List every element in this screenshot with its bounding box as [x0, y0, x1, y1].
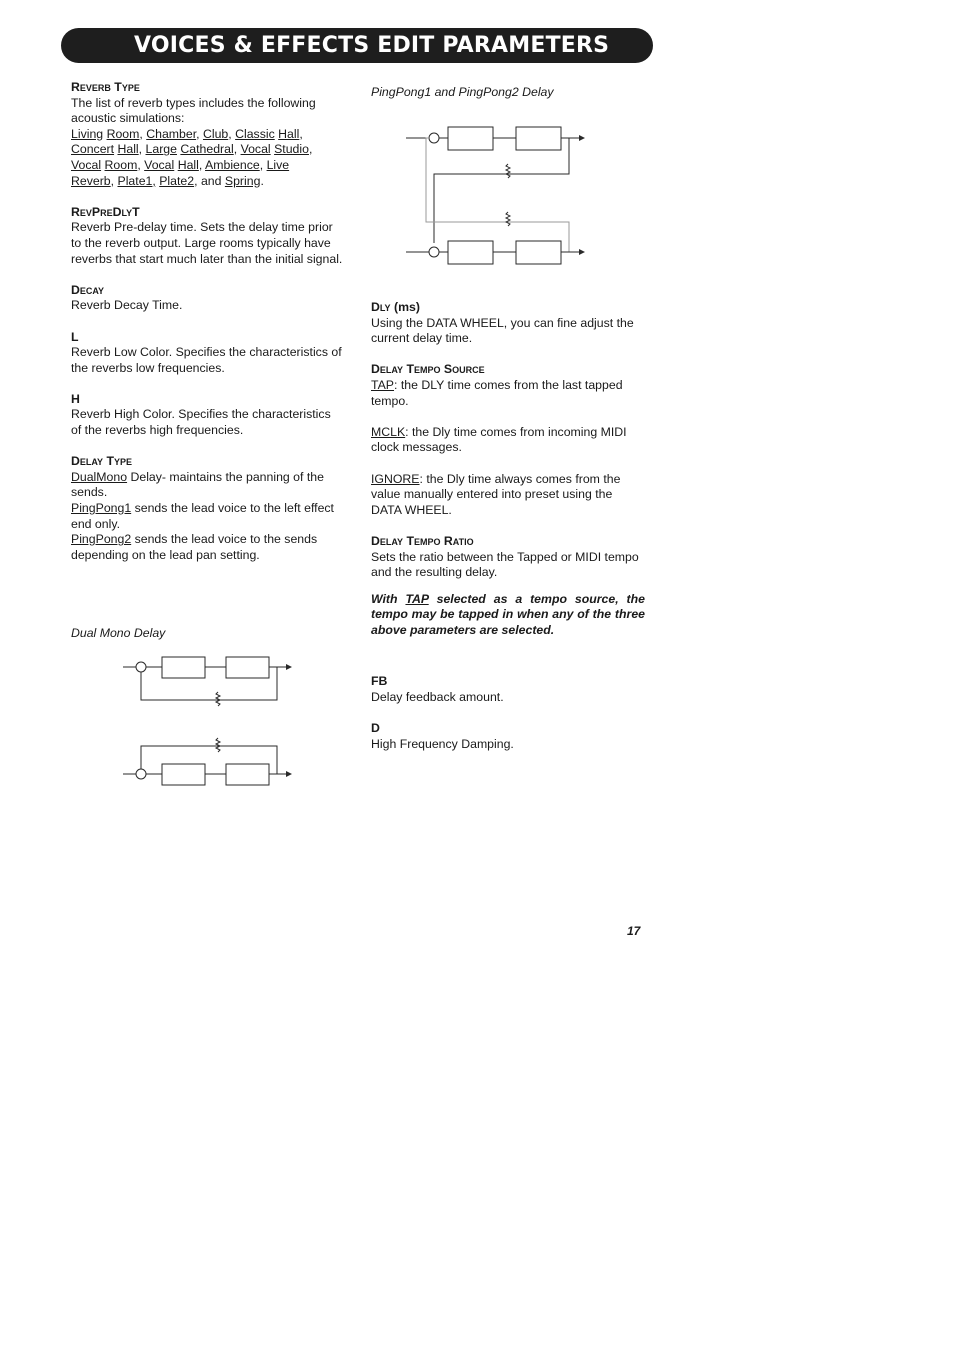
- left-column: [71, 80, 343, 563]
- reverb-conjunction: and: [200, 173, 222, 188]
- d-heading: D: [371, 721, 380, 736]
- dly-heading-row: [371, 300, 645, 316]
- page-title: VOICES & EFFECTS EDIT PARAMETERS: [134, 33, 610, 58]
- dualmono-text: Delay- maintains the panning of the sends.: [71, 469, 324, 500]
- title-bar: [61, 28, 653, 63]
- reverb-word: Live: [266, 157, 290, 172]
- feedback-attenuator: [216, 738, 220, 752]
- reverb-word: Concert: [71, 142, 115, 157]
- dualmono-term: DualMono: [71, 469, 128, 484]
- pingpong1-term: PingPong1: [71, 501, 132, 516]
- reverb-word: Plate2: [159, 173, 195, 188]
- d-body: High Frequency Damping.: [371, 736, 514, 751]
- mclk-text: : the Dly time comes from incoming MIDI clock messages.: [371, 424, 627, 455]
- l-heading: L: [71, 329, 79, 344]
- delay-type-pingpong2: [71, 532, 343, 563]
- pingpong-caption: PingPong1 and PingPong2 Delay: [371, 85, 554, 99]
- reverb-word: Living: [71, 126, 104, 141]
- reverb-type-body: The list of reverb types includes the following acoustic simulations: Living Room, Chamber, Club, Classic Hall, Concert Hall, Large Cathedral, Vocal Studio, Vocal Room, Vocal Hall, Ambience, Live Reverb, Plate1, Plate2, and Spring.: [71, 95, 316, 188]
- tempo-source-mclk: [371, 425, 645, 456]
- tap-note: [371, 592, 645, 639]
- reverb-word: Vocal: [144, 157, 175, 172]
- note-post: selected as a tempo source, the tempo may be tapped in when any of the three above parameters are selected.: [371, 591, 645, 637]
- reverb-word: Studio: [274, 142, 309, 157]
- reverb-word: Hall: [177, 157, 199, 172]
- pingpong-diagram: [400, 118, 595, 268]
- tap-text: : the DLY time comes from the last tapped tempo.: [371, 377, 623, 408]
- decay-heading: Decay: [71, 282, 105, 297]
- delay-type-heading: Delay Type: [71, 454, 132, 469]
- h-heading: H: [71, 391, 80, 406]
- pingpong2-term: PingPong2: [71, 532, 132, 547]
- tempo-source-section: [371, 362, 645, 518]
- reverb-type-heading: Reverb Type: [71, 80, 140, 94]
- h-section: [71, 392, 343, 439]
- delay-type-section: [71, 454, 343, 563]
- mclk-term: MCLK: [371, 424, 406, 439]
- summing-node: [429, 133, 439, 143]
- reverb-word: Large: [145, 142, 177, 157]
- fb-section: [371, 674, 645, 705]
- tempo-source-ignore: [371, 472, 645, 519]
- note-pre: With: [371, 591, 406, 606]
- reverb-word: Classic: [235, 126, 275, 141]
- reverb-word: Spring: [224, 173, 261, 188]
- delay-block: [448, 127, 493, 150]
- pingpong1-text: sends the lead voice to the left effect end only.: [71, 501, 334, 531]
- ignore-text: : the Dly time always comes from the value manually entered into preset using the DATA WHEEL.: [371, 471, 621, 517]
- decay-section: [71, 283, 343, 314]
- dual-mono-caption: Dual Mono Delay: [71, 626, 166, 640]
- revpredly-heading: RevPreDlyT: [71, 204, 140, 219]
- delay-type-dualmono: [71, 470, 343, 501]
- delay-block: [448, 241, 493, 264]
- dly-unit: (ms): [393, 300, 420, 314]
- dly-heading: Dly: [371, 300, 391, 314]
- reverb-type-intro: The list of reverb types includes the following acoustic simulations:: [71, 95, 316, 126]
- dly-section: [371, 300, 645, 347]
- cross-feedback-line: [434, 138, 569, 243]
- reverb-word: Cathedral: [180, 142, 234, 157]
- revpredly-section: [71, 205, 343, 267]
- ignore-term: IGNORE: [371, 471, 420, 486]
- pingpong2-text: sends the lead voice to the sends depending on the lead pan setting.: [71, 532, 318, 562]
- decay-body: Reverb Decay Time.: [71, 298, 183, 313]
- dly-body: Using the DATA WHEEL, you can fine adjust the current delay time.: [371, 315, 634, 346]
- tempo-source-tap: [371, 378, 645, 409]
- reverb-word: Hall: [278, 126, 300, 141]
- tempo-ratio-heading: Delay Tempo Ratio: [371, 533, 474, 548]
- fb-body: Delay feedback amount.: [371, 690, 504, 705]
- feedback-attenuator: [216, 692, 220, 706]
- delay-block: [162, 657, 205, 678]
- dual-mono-diagram: [115, 650, 305, 790]
- delay-block: [516, 241, 561, 264]
- l-body: Reverb Low Color. Specifies the characteristics of the reverbs low frequencies.: [71, 345, 342, 375]
- feedback-attenuator: [506, 164, 510, 178]
- tap-term: TAP: [371, 377, 395, 392]
- reverb-word: Chamber: [146, 126, 197, 141]
- reverb-word: Vocal: [240, 142, 271, 157]
- feedback-attenuator: [506, 212, 510, 226]
- reverb-word: Hall: [117, 142, 139, 157]
- tempo-source-heading: Delay Tempo Source: [371, 362, 485, 377]
- reverb-word: Reverb: [71, 173, 111, 188]
- summing-node: [136, 769, 146, 779]
- reverb-word: Room: [106, 126, 140, 141]
- delay-block: [162, 764, 205, 785]
- l-section: [71, 330, 343, 377]
- delay-type-pingpong1: [71, 501, 343, 532]
- cross-feedback-line-gray: [426, 138, 569, 252]
- delay-block: [516, 127, 561, 150]
- page-number: 17: [627, 924, 641, 938]
- revpredly-body: Reverb Pre-delay time. Sets the delay time prior to the reverb output. Large rooms typically have reverbs that start much later than the initial signal.: [71, 220, 343, 266]
- delay-block: [226, 764, 269, 785]
- delay-block: [226, 657, 269, 678]
- tempo-ratio-body: Sets the ratio between the Tapped or MIDI tempo and the resulting delay.: [371, 549, 639, 580]
- note-tap: TAP: [405, 591, 429, 606]
- summing-node: [429, 247, 439, 257]
- fb-heading: FB: [371, 674, 388, 689]
- d-section: [371, 721, 645, 752]
- h-body: Reverb High Color. Specifies the characteristics of the reverbs high frequencies.: [71, 407, 331, 438]
- summing-node: [136, 662, 146, 672]
- right-column: [371, 300, 645, 752]
- reverb-word: Club: [202, 126, 229, 141]
- reverb-word: Vocal: [71, 157, 102, 172]
- reverb-word: Ambience: [205, 157, 260, 172]
- reverb-word: Plate1,: [117, 173, 156, 188]
- reverb-type-section: [71, 80, 343, 189]
- tempo-ratio-section: [371, 534, 645, 581]
- reverb-word: Room: [104, 157, 138, 172]
